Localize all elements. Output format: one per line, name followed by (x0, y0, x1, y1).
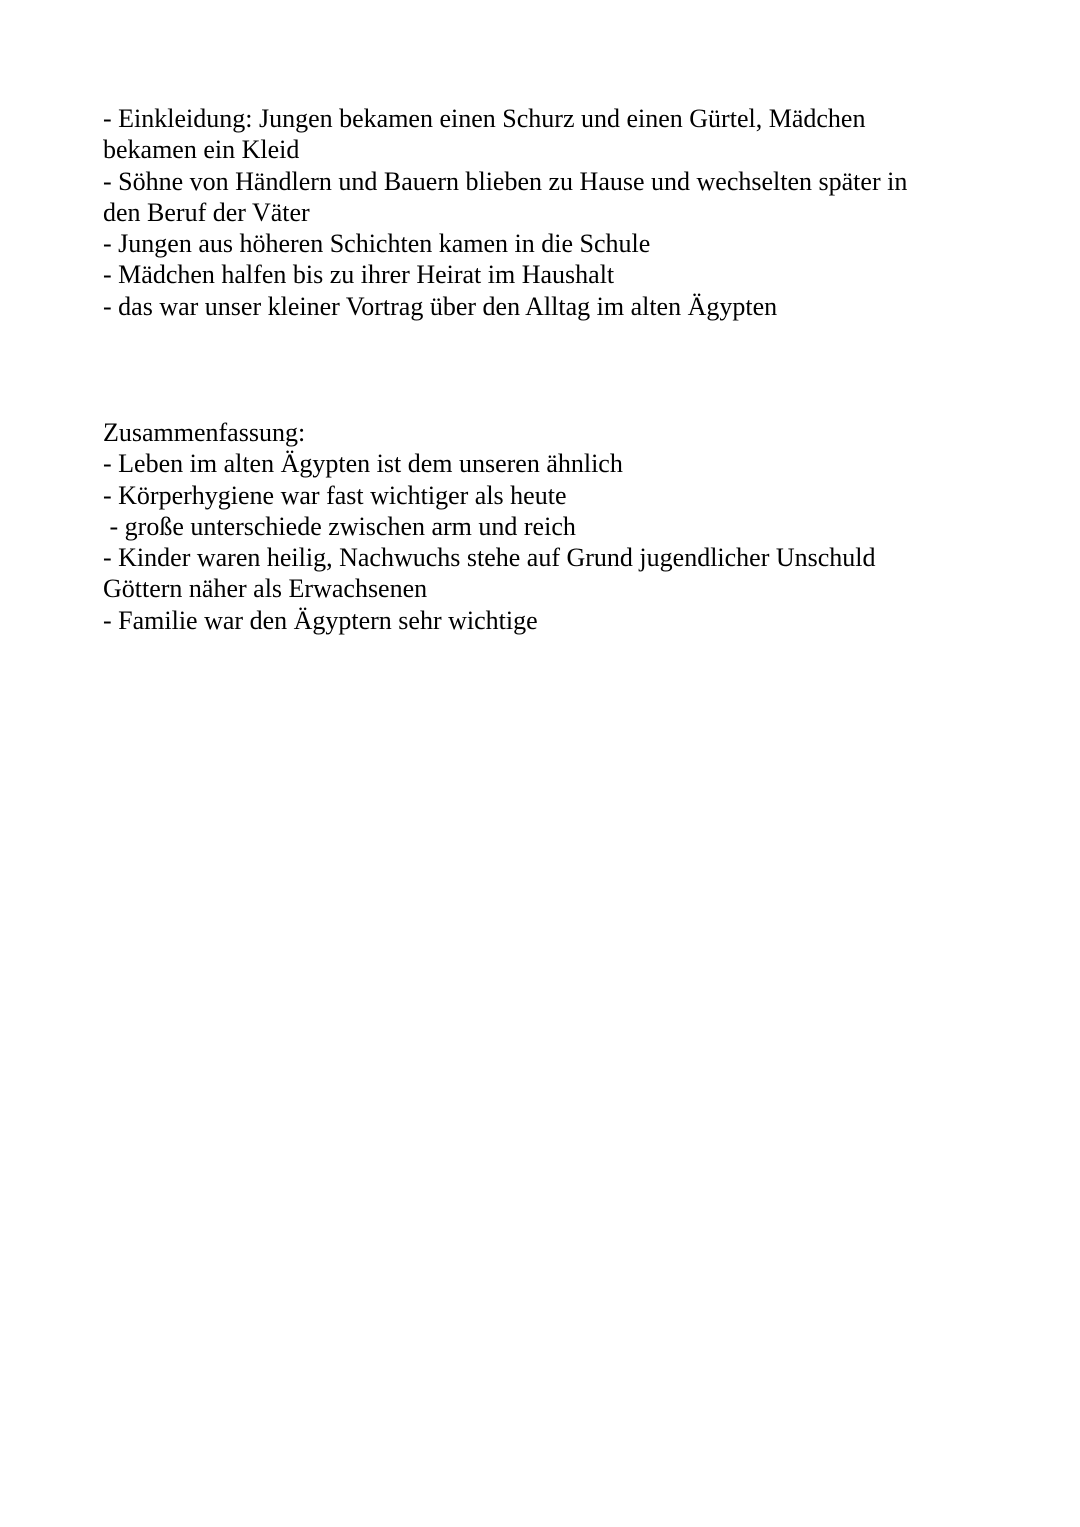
text-line: - große unterschiede zwischen arm und reich (103, 511, 576, 541)
text-block-summary (103, 417, 983, 636)
text-line: - Söhne von Händlern und Bauern blieben zu Hause und wechselten später in (103, 166, 908, 196)
text-line: - Einkleidung: Jungen bekamen einen Schurz und einen Gürtel, Mädchen (103, 104, 866, 133)
text-line: - Familie war den Ägyptern sehr wichtige (103, 605, 538, 635)
text-line: - Körperhygiene war fast wichtiger als heute (103, 480, 567, 510)
summary-heading: Zusammenfassung: (103, 418, 306, 447)
text-line: - Kinder waren heilig, Nachwuchs stehe auf Grund jugendlicher Unschuld (103, 543, 876, 573)
text-line: - das war unser kleiner Vortrag über den Alltag im alten Ägypten (103, 291, 778, 321)
text-line: - Leben im alten Ägypten ist dem unseren ähnlich (103, 449, 623, 479)
text-line: Göttern näher als Erwachsenen (103, 574, 428, 604)
text-line: bekamen ein Kleid (103, 135, 300, 165)
text-block-daily-life (103, 103, 983, 322)
text-line: den Beruf der Väter (103, 197, 310, 227)
text-line: - Mädchen halfen bis zu ihrer Heirat im Haushalt (103, 260, 615, 290)
text-line: - Jungen aus höheren Schichten kamen in die Schule (103, 229, 651, 259)
